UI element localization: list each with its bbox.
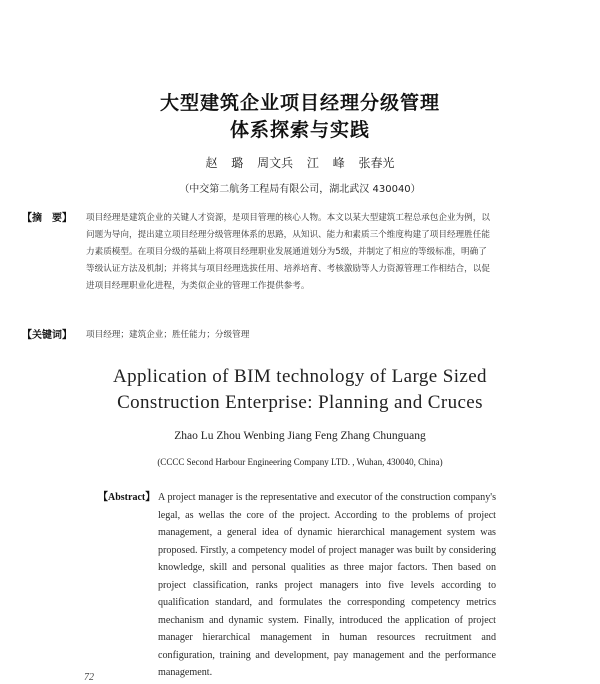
chinese-abstract [22, 210, 490, 295]
english-title-line-2: Construction Enterprise: Planning and Cruces [117, 392, 483, 413]
english-title-line-1: Application of BIM technology of Large Sized [113, 366, 487, 387]
chinese-title-line-2: 体系探索与实践 [229, 119, 370, 141]
chinese-abstract-label: 【摘 要】 [22, 213, 72, 224]
english-abstract-label: 【Abstract】 [98, 492, 156, 503]
english-abstract-text: A project manager is the representative and executor of the construction company's legal, as wellas the core of the project. According to the problems of project management, a general idea of dynamic hierarchical management system was proposed. Firstly, a competency model of project manager was built by considering knowledge, skill and personal qualities as three major factors. Then based on project classification, ranks project managers into five levels according to qualification standard, and formulates the corresponding competency metrics mechanism and dynamic system. Finally, introduced the application of project manager hierarchical management in human resources recruitment and configuration, training and development, pay management and the performance management. [158, 492, 496, 678]
chinese-keywords [22, 327, 490, 344]
english-authors: Zhao Lu Zhou Wenbing Jiang Feng Zhang Chunguang [174, 430, 426, 442]
chinese-authors: 赵 璐 周文兵 江 峰 张春光 [205, 156, 395, 170]
chinese-keywords-label: 【关键词】 [22, 330, 72, 341]
page-number: 72 [84, 672, 94, 683]
english-affiliation: (CCCC Second Harbour Engineering Company LTD. , Wuhan, 430040, China) [157, 457, 443, 467]
chinese-affiliation: （中交第二航务工程局有限公司，湖北武汉 430040） [179, 184, 421, 195]
chinese-abstract-text: 项目经理是建筑企业的关键人才资源，是项目管理的核心人物。本文以某大型建筑工程总承包企业为例，以问题为导向，提出建立项目经理分级管理体系的思路，从知识、能力和素质三个维度构建了项目经理胜任能力素质模型。在项目分级的基础上将项目经理职业发展通道划分为5级，并制定了相应的等级标准，明确了等级认证方法及机制；并将其与项目经理选拔任用、培养培育、考核激励等人力资源管理工作相结合，以促进项目经理职业化进程，为类似企业的管理工作提供参考。 [86, 213, 490, 291]
chinese-keywords-text: 项目经理；建筑企业；胜任能力；分级管理 [86, 330, 250, 340]
chinese-title-line-1: 大型建筑企业项目经理分级管理 [159, 92, 440, 114]
